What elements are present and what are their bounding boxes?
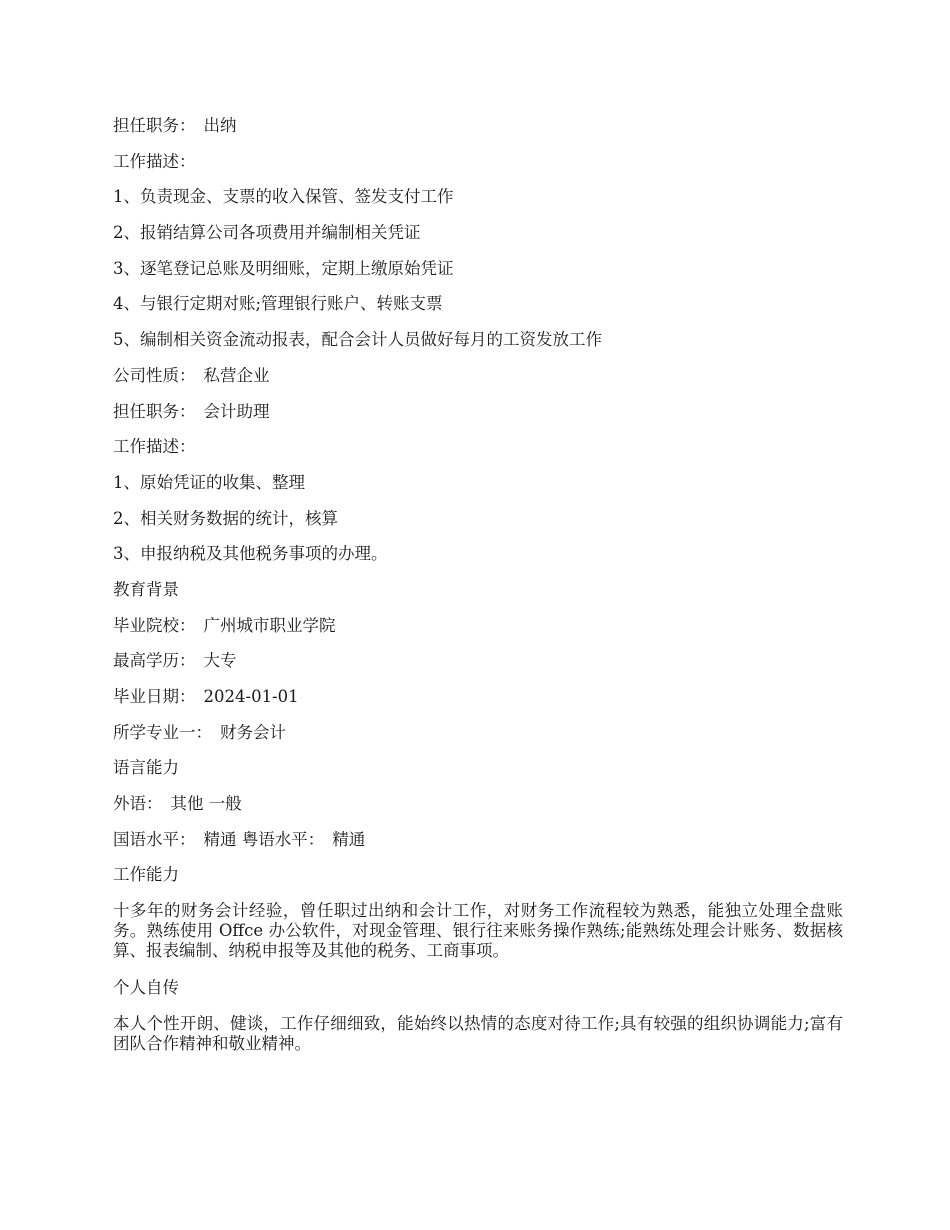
foreign-value: 其他 一般 [170, 794, 242, 814]
major-label: 所学专业一： [113, 722, 212, 742]
mandarin-label: 国语水平： [113, 829, 196, 849]
language-heading: 语言能力 [113, 758, 179, 778]
job2-position-row [113, 108, 843, 144]
resume-document [113, 108, 843, 1063]
company-type-label: 公司性质： [113, 365, 196, 385]
mandarin-value: 精通 [203, 829, 237, 849]
school-label: 毕业院校： [113, 615, 196, 635]
education-heading: 教育背景 [113, 579, 179, 599]
job2-duty-2: 2、报销结算公司各项费用并编制相关凭证 [113, 223, 421, 243]
language-foreign-row [113, 786, 843, 822]
job3-desc-label: 工作描述： [113, 437, 196, 457]
grad-date-value: 2024-01-01 [203, 687, 299, 706]
position-value: 出纳 [203, 116, 237, 135]
position-label: 担任职务： [113, 116, 196, 135]
degree-label: 最高学历： [113, 651, 196, 671]
major-value: 财务会计 [220, 722, 286, 742]
education-school-row [113, 608, 843, 644]
job3-company-type-row [113, 358, 843, 394]
skills-paragraph: 十多年的财务会计经验，曾任职过出纳和会计工作，对财务工作流程较为熟悉，能独立处理全盘账务。熟练使用 Offce 办公软件，对现金管理、银行往来账务操作熟练;能熟练处理会计账务、数据核算、报表编制、纳税申报等及其他的税务、工商事项。 [113, 901, 843, 961]
grad-date-label: 毕业日期： [113, 687, 196, 706]
job3-duty-2: 2、相关财务数据的统计，核算 [113, 508, 338, 528]
job2-duty-4: 4、与银行定期对账;管理银行账户、转账支票 [113, 294, 443, 314]
skills-heading: 工作能力 [113, 865, 179, 885]
education-degree-row [113, 643, 843, 679]
job3-duty-3: 3、申报纳税及其他税务事项的办理。 [113, 544, 388, 564]
job3-position-row [113, 394, 843, 430]
position-value: 会计助理 [203, 401, 270, 421]
school-value: 广州城市职业学院 [203, 615, 336, 635]
degree-value: 大专 [203, 651, 237, 671]
cantonese-value: 精通 [332, 829, 366, 849]
bio-heading: 个人自传 [113, 978, 179, 998]
education-grad-date-row [113, 679, 843, 715]
job2-duty-3: 3、逐笔登记总账及明细账，定期上缴原始凭证 [113, 258, 454, 278]
cantonese-label: 粤语水平： [241, 829, 325, 849]
job2-duty-1: 1、负责现金、支票的收入保管、签发支付工作 [113, 187, 454, 207]
position-label: 担任职务： [113, 401, 196, 421]
education-major-row [113, 715, 843, 751]
foreign-label: 外语： [113, 794, 163, 814]
bio-paragraph: 本人个性开朗、健谈，工作仔细细致，能始终以热情的态度对待工作;具有较强的组织协调能力;富有团队合作精神和敬业精神。 [113, 1013, 843, 1053]
job3-duty-1: 1、原始凭证的收集、整理 [113, 472, 305, 492]
job2-desc-label: 工作描述： [113, 151, 196, 171]
company-type-value: 私营企业 [203, 365, 270, 385]
language-dialect-row [113, 822, 843, 858]
job2-duty-5: 5、编制相关资金流动报表，配合会计人员做好每月的工资发放工作 [113, 330, 602, 350]
